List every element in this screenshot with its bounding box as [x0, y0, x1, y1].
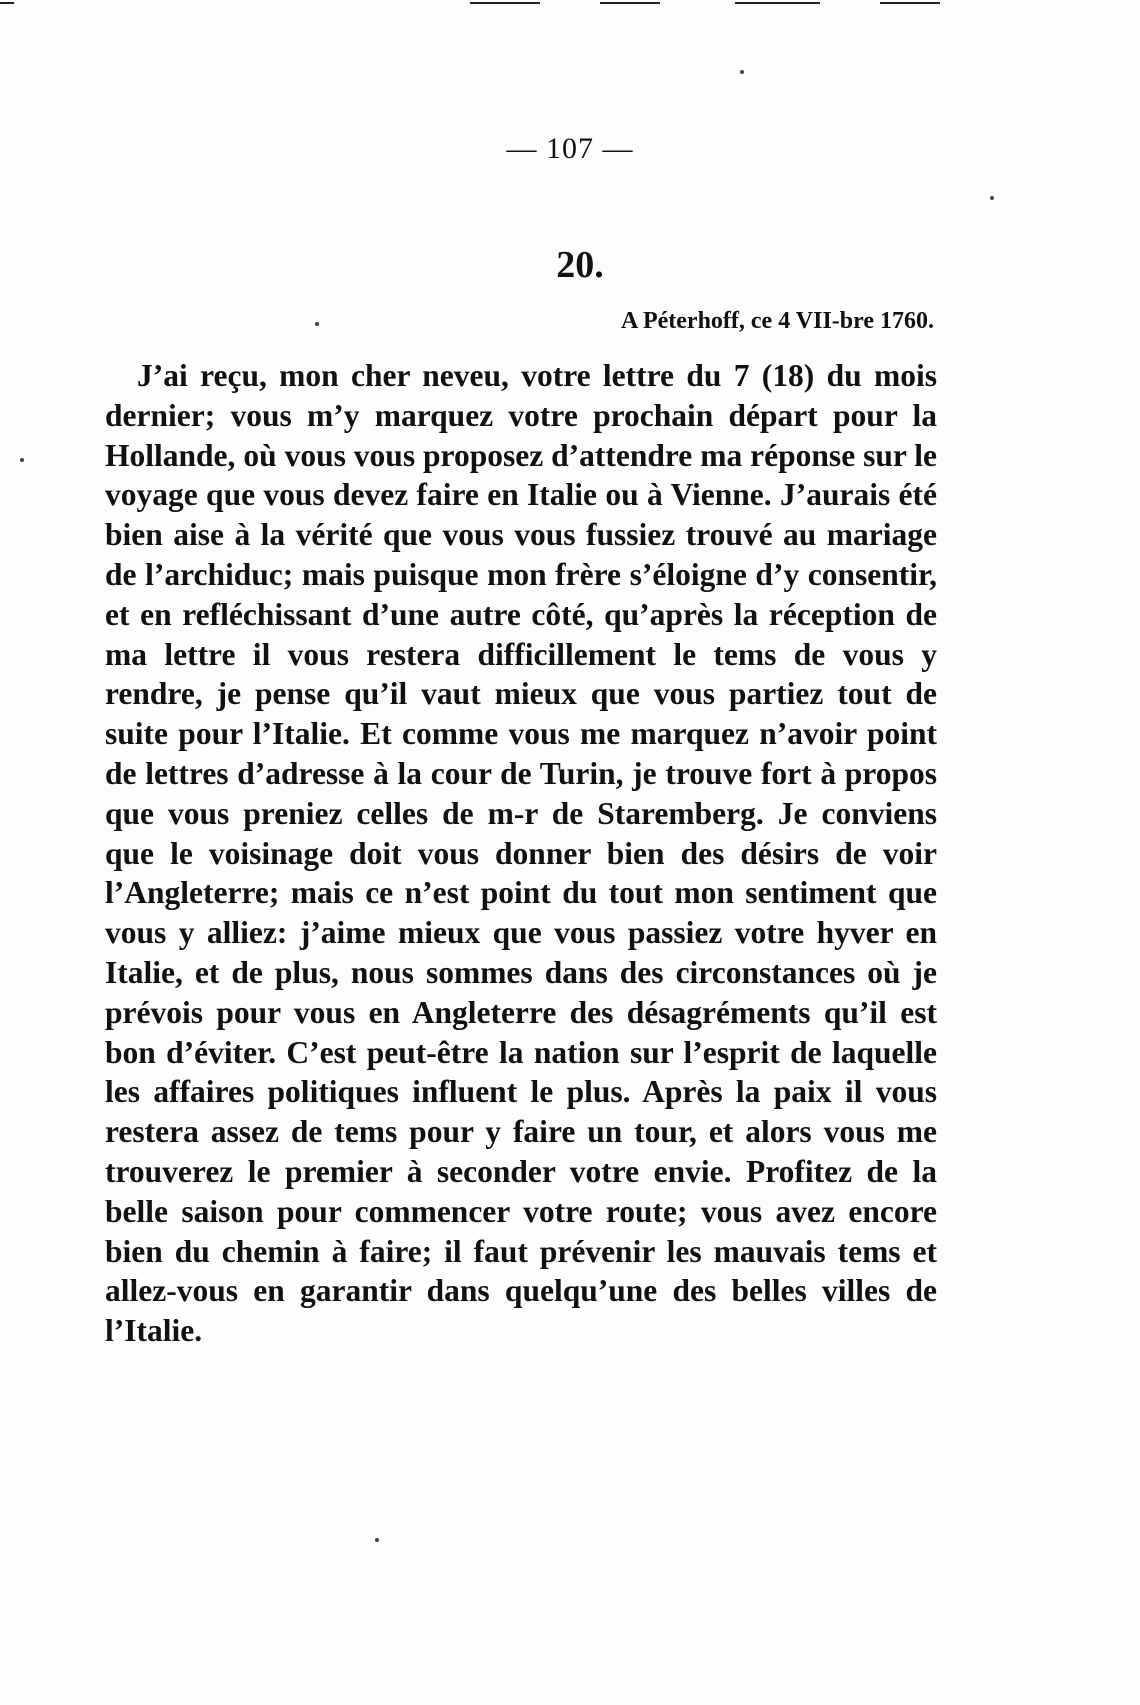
- letter-number-heading: 20.: [556, 244, 604, 286]
- speck-mark: [990, 196, 994, 200]
- speck-mark: [20, 458, 24, 462]
- letter-dateline: A Péterhoff, ce 4 VII-bre 1760.: [620, 308, 934, 334]
- top-edge-marks: [0, 0, 1140, 6]
- page-number: — 107 —: [506, 132, 634, 165]
- letter-body-text: J’ai reçu, mon cher neveu, votre lettre du 7 (18) du mois dernier; vous m’y marquez votre prochain départ pour la Hollande, où vous vous proposez d’attendre ma réponse sur le voyage que vous devez faire en Italie ou à Vienne. J’aurais été bien aise à la vérité que vous vous fussiez trouvé au mariage de l’archiduc; mais puisque mon frère s’éloigne d’y consentir, et en refléchissant d’une autre côté, qu’après la réception de ma lettre il vous restera difficillement le tems de vous y rendre, je pense qu’il vaut mieux que vous partiez tout de suite pour l’Italie. Et comme vous me marquez n’avoir point de lettres d’adresse à la cour de Turin, je trouve fort à propos que vous preniez celles de m-r de Staremberg. Je conviens que le voisinage doit vous donner bien des désirs de voir l’Angleterre; mais ce n’est point du tout mon sentiment que vous y alliez: j’aime mieux que vous passiez votre hyver en Italie, et de plus, nous sommes dans des circonstances où je prévois pour vous en Angleterre des désagréments qu’il est bon d’éviter. C’est peut-être la nation sur l’esprit de laquelle les affaires politiques influent le plus. Après la paix il vous restera assez de tems pour y faire un tour, et alors vous me trouverez le premier à seconder votre envie. Profitez de la belle saison pour commencer votre route; vous avez encore bien du chemin à faire; il faut prévenir les mauvais tems et allez-vous en garantir dans quelqu’une des belles villes de l’Italie.: [105, 358, 937, 1349]
- speck-mark: [375, 1538, 379, 1542]
- speck-mark: [740, 70, 744, 74]
- speck-mark: [315, 322, 319, 326]
